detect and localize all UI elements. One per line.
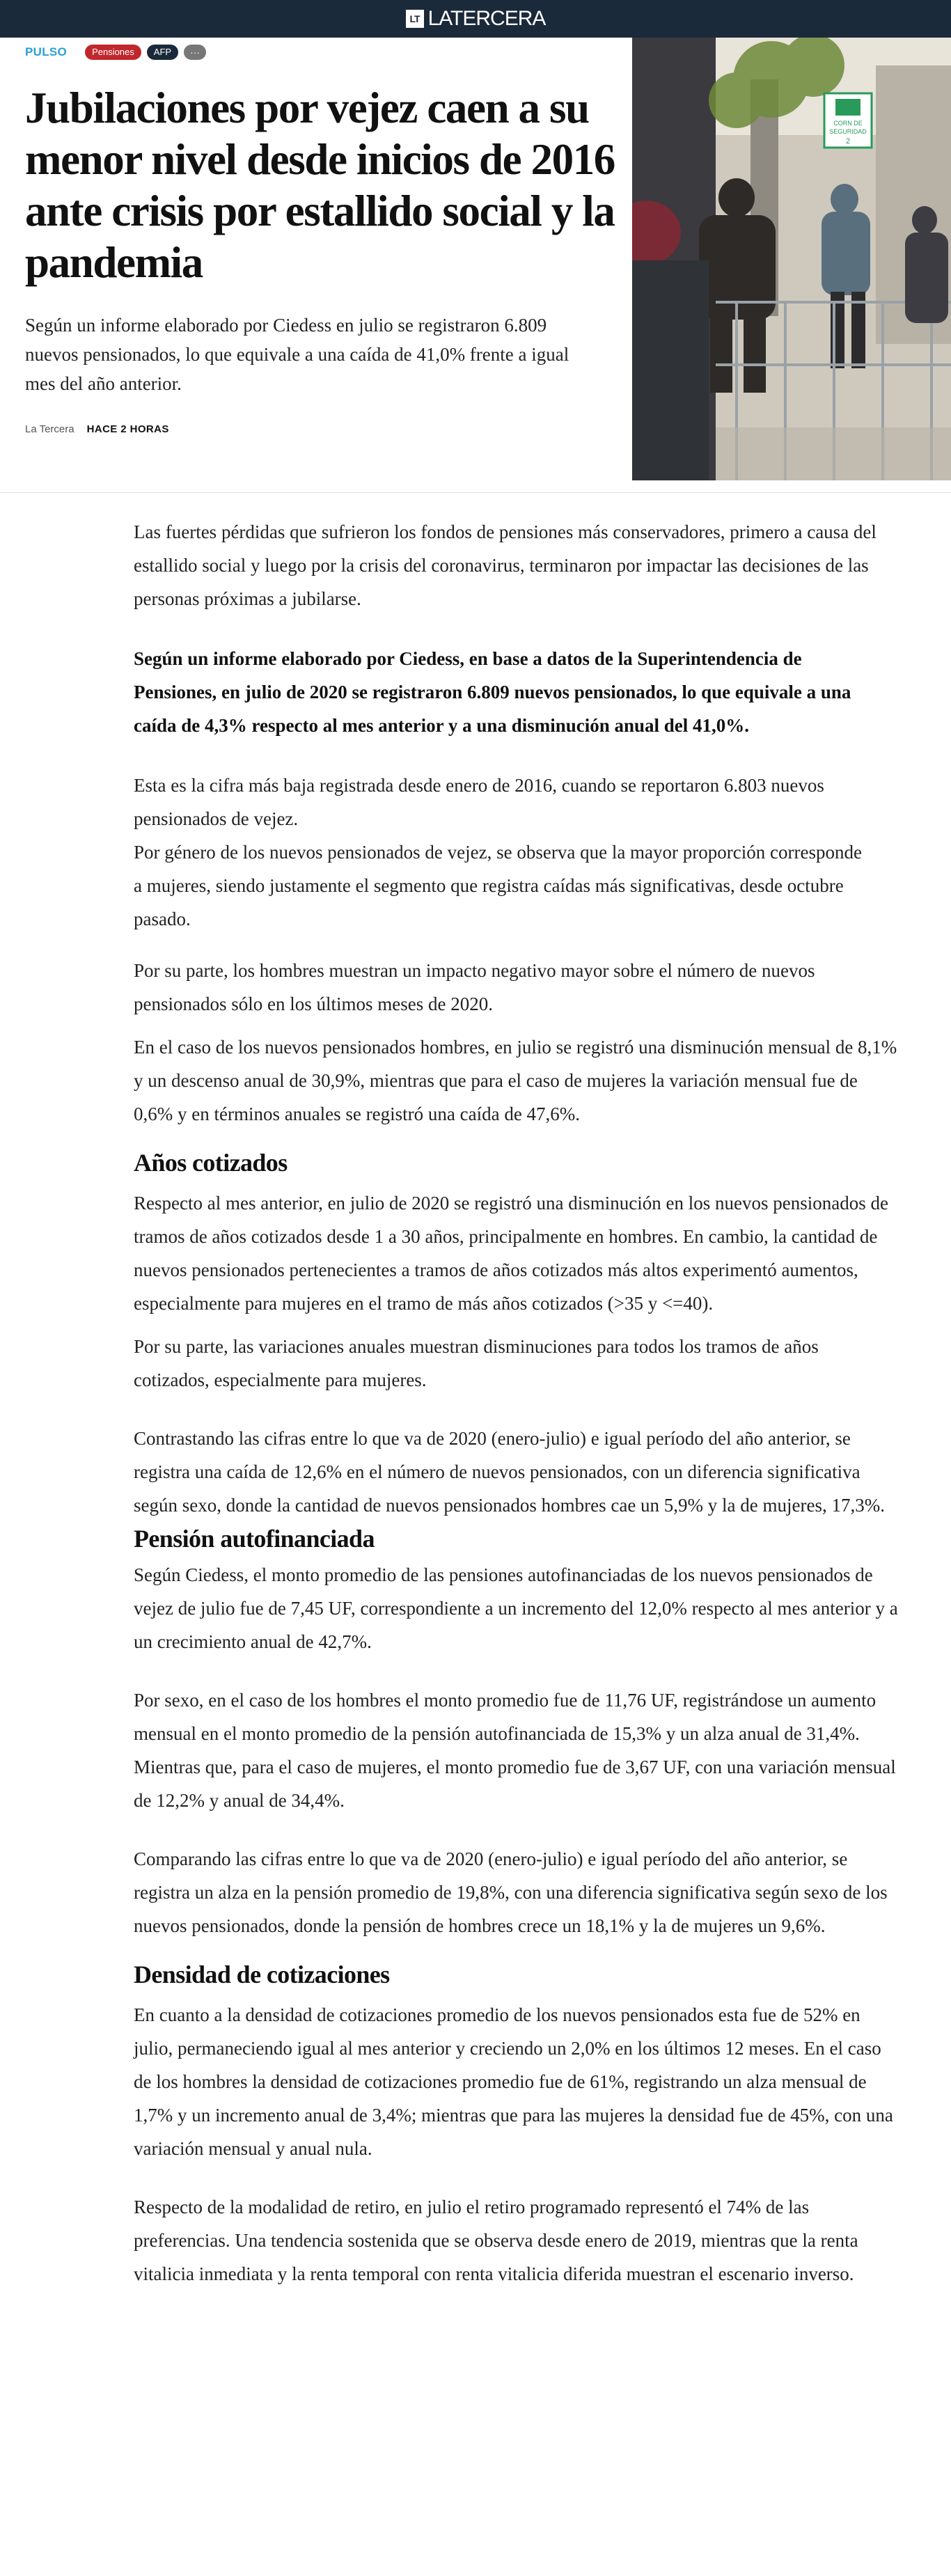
hero-photo — [632, 38, 951, 480]
logo-text: LATERCERA — [427, 7, 546, 30]
article-body — [134, 515, 899, 2291]
section-link[interactable]: PULSO — [25, 45, 68, 58]
site-header — [0, 0, 951, 38]
byline-author[interactable]: La Tercera — [25, 423, 74, 435]
logo-mark: LT — [406, 10, 424, 28]
article-dek: Según un informe elaborado por Ciedess en julio se registraron 6.809 nuevos pensionados, lo que equivale a una caída de 41,0% frente a igual mes del año anterior. — [25, 315, 569, 394]
subheading-densidad-cotizaciones: Densidad de cotizaciones — [134, 1961, 390, 1988]
site-logo[interactable] — [406, 7, 546, 31]
paragraph-2-lead: Según un informe elaborado por Ciedess, en base a datos de la Superintendencia de Pensiones, en julio de 2020 se registraron 6.809 nuevos pensionados, lo que equivale a una caída de 4,3% respecto al mes anterior y a una disminución anual del 41,0%. — [134, 648, 851, 736]
subheading-pension-autofinanciada: Pensión autofinanciada — [134, 1525, 375, 1553]
article-headline: Jubilaciones por vejez caen a su menor nivel desde inicios de 2016 ante crisis por estallido social y la pandemia — [25, 84, 615, 287]
paragraph-14: Respecto de la modalidad de retiro, en julio el retiro programado representó el 74% de las preferencias. Una tendencia sostenida que se observa desde enero de 2019, mientras que la renta vitalicia inmediata y la renta temporal con renta vitalicia diferida muestran el escenario inverso. — [134, 2197, 858, 2284]
hero-photo-illustration — [632, 38, 951, 480]
tag-list — [25, 42, 624, 63]
paragraph-10: Según Ciedess, el monto promedio de las pensiones autofinanciadas de los nuevos pensionados de vejez de julio fue de 7,45 UF, correspondiente a un incremento del 12,0% respecto al mes anterior y a un crecimiento anual de 42,7%. — [134, 1564, 898, 1652]
byline — [25, 423, 624, 435]
paragraph-5: Por su parte, los hombres muestran un impacto negativo mayor sobre el número de nuevos pensionados sólo en los últimos meses de 2020. — [134, 960, 815, 1014]
paragraph-7: Respecto al mes anterior, en julio de 2020 se registró una disminución en los nuevos pensionados de tramos de años cotizados desde 1 a 30 años, principalmente en hombres. En cambio, la cantidad de nuevos pensionados pertenecientes a tramos de años cotizados más altos experimentó aumentos, especialmente para mujeres en el tramo de más años cotizados (>35 y <=40). — [134, 1193, 888, 1314]
paragraph-3: Esta es la cifra más baja registrada desde enero de 2016, cuando se reportaron 6.803 nuevos pensionados de vejez. — [134, 775, 824, 829]
more-tags-button[interactable]: ··· — [184, 45, 206, 60]
subheading-anos-cotizados: Años cotizados — [134, 1149, 288, 1177]
paragraph-1: Las fuertes pérdidas que sufrieron los fondos de pensiones más conservadores, primero a causa del estallido social y luego por la crisis del coronavirus, terminaron por impactar las decisiones de las personas próximas a jubilarse. — [134, 521, 877, 609]
tag-afp[interactable]: AFP — [147, 45, 178, 60]
paragraph-11: Por sexo, en el caso de los hombres el monto promedio fue de 11,76 UF, registrándose un aumento mensual en el monto promedio de la pensión autofinanciada de 15,3% y un alza anual de 31,4%. Mientras que, para el caso de mujeres, el monto promedio fue de 3,67 UF, con una variación mensual de 12,2% y anual de 34,4%. — [134, 1690, 896, 1811]
paragraph-6: En el caso de los nuevos pensionados hombres, en julio se registró una disminución mensual de 8,1% y un descenso anual de 30,9%, mientras que para el caso de mujeres la variación mensual fue de 0,6% y en términos anuales se registró una caída de 47,6%. — [134, 1037, 897, 1124]
svg-text:2: 2 — [845, 137, 851, 146]
hero-text — [25, 38, 624, 435]
svg-text:SEGURIDAD: SEGURIDAD — [829, 128, 867, 135]
article-hero — [0, 38, 951, 480]
tag-pensiones[interactable]: Pensiones — [85, 45, 141, 60]
paragraph-13: En cuanto a la densidad de cotizaciones promedio de los nuevos pensionados esta fue de 52% en julio, permaneciendo igual al mes anterior y creciendo un 2,0% en los últimos 12 meses. En el caso de los hombres la densidad de cotizaciones promedio fue de 61%, registrando un alza mensual de 1,7% y un incremento anual de 3,4%; mientras que para las mujeres la densidad fue de 45%, con una variación mensual y anual nula. — [134, 2004, 893, 2159]
paragraph-8: Por su parte, las variaciones anuales muestran disminuciones para todos los tramos de años cotizados, especialmente para mujeres. — [134, 1336, 819, 1390]
paragraph-9: Contrastando las cifras entre lo que va de 2020 (enero-julio) e igual período del año anterior, se registra una caída de 12,6% en el número de nuevos pensionados, con un diferencia significativa según sexo, donde la cantidad de nuevos pensionados hombres cae un 5,9% y la de mujeres, 17,3%. — [134, 1428, 885, 1516]
paragraph-4: Por género de los nuevos pensionados de vejez, se observa que la mayor proporción corresponde a mujeres, siendo justamente el segmento que registra caídas más significativas, desde octubre pasado. — [134, 842, 862, 929]
svg-text:CORN DE: CORN DE — [833, 120, 863, 127]
byline-time: HACE 2 HORAS — [86, 423, 169, 435]
hero-divider — [0, 492, 951, 493]
paragraph-12: Comparando las cifras entre lo que va de 2020 (enero-julio) e igual período del año anterior, se registra un alza en la pensión promedio de 19,8%, con una diferencia significativa según sexo de los nuevos pensionados, donde la pensión de hombres crece un 18,1% y la de mujeres un 9,6%. — [134, 1848, 888, 1936]
